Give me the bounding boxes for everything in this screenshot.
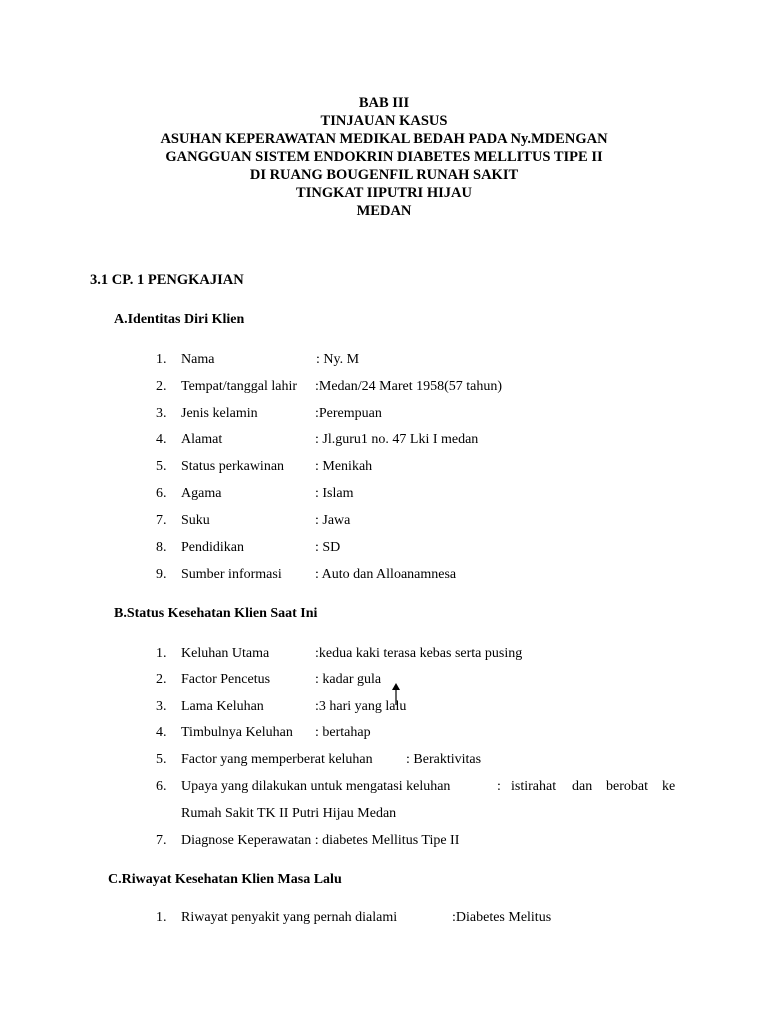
list-item [0, 910, 768, 930]
list-item [0, 725, 768, 745]
item-number: 9. [156, 567, 167, 582]
item-value: :kedua kaki terasa kebas serta pusing [315, 646, 523, 661]
item-number: 1. [156, 910, 167, 925]
item-value: : Ny. M [316, 352, 360, 367]
item-value: :Diabetes Melitus [452, 910, 552, 925]
title-line: TINGKAT IIPUTRI HIJAU [296, 185, 472, 201]
item-number: 2. [156, 379, 167, 394]
arrow-up-icon [391, 683, 401, 705]
list-item [0, 752, 768, 772]
list-item [0, 646, 768, 666]
list-item [0, 567, 768, 587]
item-colon: : [497, 779, 501, 794]
item-number: 8. [156, 540, 167, 555]
subsection-heading-status: B.Status Kesehatan Klien Saat Ini [114, 606, 318, 621]
item-value: : bertahap [315, 725, 371, 740]
item-text: Diagnose Keperawatan : diabetes Mellitus Tipe II [181, 833, 460, 848]
list-item [0, 379, 768, 399]
list-item [0, 432, 768, 452]
item-number: 3. [156, 699, 167, 714]
title-line: TINJAUAN KASUS [320, 113, 448, 129]
item-label: Alamat [181, 432, 223, 447]
item-number: 4. [156, 725, 167, 740]
item-label: Lama Keluhan [181, 699, 264, 714]
list-item [0, 540, 768, 560]
item-label: Jenis kelamin [181, 406, 258, 421]
item-label: Upaya yang dilakukan untuk mengatasi keluhan [181, 779, 451, 794]
item-value: :Perempuan [315, 406, 382, 421]
item-label: Riwayat penyakit yang pernah dialami [181, 910, 398, 925]
item-value: : Beraktivitas [406, 752, 482, 767]
item-label: Timbulnya Keluhan [181, 725, 293, 740]
subsection-heading-identitas: A.Identitas Diri Klien [114, 312, 245, 327]
item-label: Keluhan Utama [181, 646, 270, 661]
list-item [0, 352, 768, 372]
item-number: 1. [156, 352, 167, 367]
document-title-block [0, 94, 768, 220]
title-line: BAB III [358, 95, 410, 111]
item-label: Pendidikan [181, 540, 244, 555]
item-label: Factor yang memperberat keluhan [181, 752, 373, 767]
item-number: 6. [156, 486, 167, 501]
item-number: 6. [156, 779, 167, 794]
item-value-word: istirahat [511, 779, 557, 794]
item-number: 7. [156, 513, 167, 528]
item-number: 3. [156, 406, 167, 421]
item-value: : SD [315, 540, 341, 555]
item-label: Factor Pencetus [181, 672, 271, 687]
item-value: : Jl.guru1 no. 47 Lki I medan [315, 432, 479, 447]
item-label: Status perkawinan [181, 459, 285, 474]
list-item [0, 486, 768, 506]
list-item [0, 459, 768, 479]
item-number: 1. [156, 646, 167, 661]
item-value-word: ke [662, 779, 676, 794]
list-item [0, 406, 768, 426]
list-item-continuation [0, 806, 768, 826]
title-line: GANGGUAN SISTEM ENDOKRIN DIABETES MELLITUS TIPE II [165, 149, 603, 165]
item-number: 5. [156, 459, 167, 474]
item-value: : Islam [315, 486, 354, 501]
item-value: :3 hari yang lalu [315, 699, 407, 714]
list-item [0, 779, 768, 799]
item-number: 5. [156, 752, 167, 767]
title-line: ASUHAN KEPERAWATAN MEDIKAL BEDAH PADA Ny.MDENGAN [160, 131, 608, 147]
section-title: 3.1 CP. 1 PENGKAJIAN [90, 272, 244, 288]
item-number: 2. [156, 672, 167, 687]
item-value: : Auto dan Alloanamnesa [315, 567, 457, 582]
item-label: Nama [181, 352, 215, 367]
item-value: :Medan/24 Maret 1958(57 tahun) [315, 379, 503, 394]
list-item [0, 672, 768, 692]
item-number: 4. [156, 432, 167, 447]
item-value: : Jawa [315, 513, 351, 528]
subsection-heading-riwayat: C.Riwayat Kesehatan Klien Masa Lalu [108, 872, 342, 887]
item-number: 7. [156, 833, 167, 848]
item-value: : Menikah [315, 459, 373, 474]
item-label: Suku [181, 513, 210, 528]
item-value-word: berobat [606, 779, 648, 794]
item-label: Tempat/tanggal lahir [181, 379, 298, 394]
title-line: DI RUANG BOUGENFIL RUNAH SAKIT [249, 167, 519, 183]
item-label: Agama [181, 486, 222, 501]
item-value: : kadar gula [315, 672, 382, 687]
list-item [0, 513, 768, 533]
item-value-word: dan [572, 779, 593, 794]
list-item [0, 833, 768, 853]
list-item [0, 699, 768, 719]
title-line: MEDAN [356, 203, 412, 219]
item-value-line2: Rumah Sakit TK II Putri Hijau Medan [181, 806, 397, 821]
item-label: Sumber informasi [181, 567, 282, 582]
